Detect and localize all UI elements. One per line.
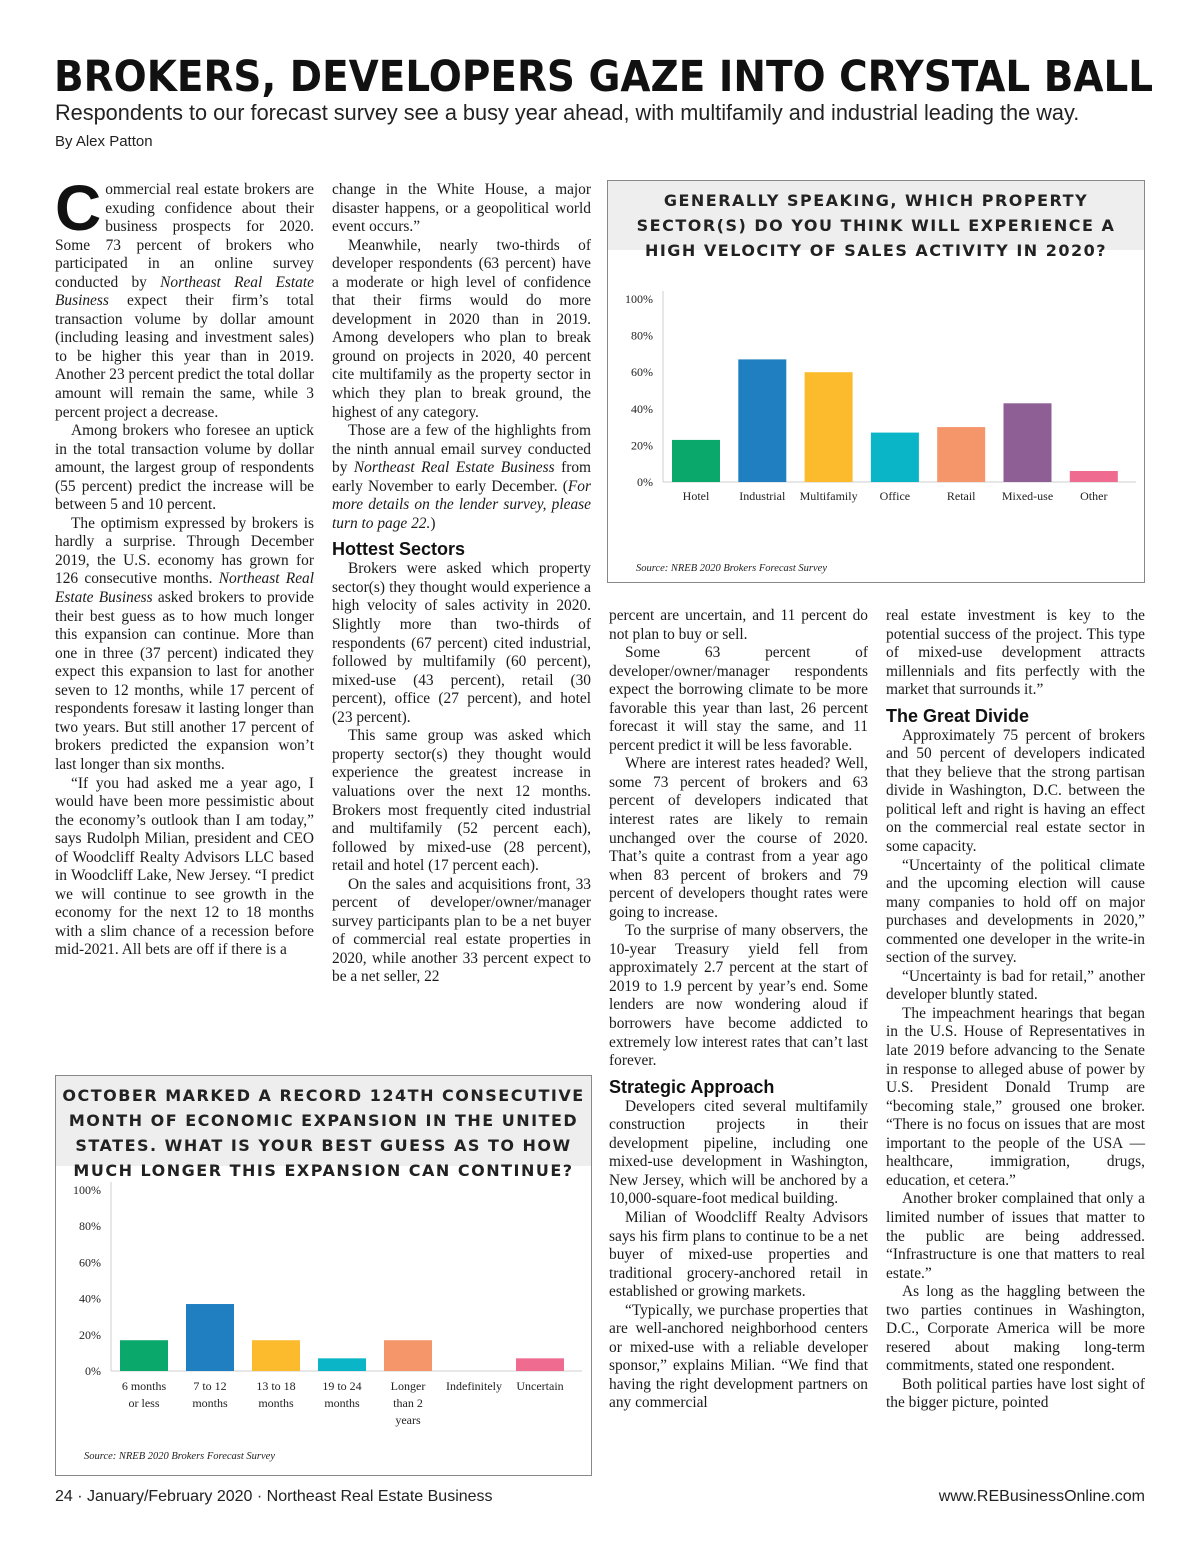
col2-paragraph-6: On the sales and acquisitions front, 33 percent of developer/owner/manager survey participants plan to be a net buyer of commercial real estate properties in 2020, while another 33 percent expect to be a net seller, 22 bbox=[332, 875, 591, 986]
col1-paragraph-3: The optimism expressed by brokers is hardly a surprise. Through December 2019, the U.S. economy has grown for 126 consecutive months. Northeast Real Estate Business asked brokers to provide their best guess as to how much longer this expansion can continue. More than one in three (37 percent) indicated they expect this expansion to last for another seven to 12 months, while 17 percent of respondents foresaw it lasting longer than two years. But still another 17 percent of brokers predicted the expansion won’t last longer than six months. bbox=[55, 514, 315, 773]
col4-paragraph-5: The impeachment hearings that began in the U.S. House of Representatives in late 2019 before advancing to the Senate in response to alleged abuse of power by U.S. President Donald Trump are “becoming stale,” groused one broker. “There is no focus on issues that are most important to the people of the USA — healthcare, immigration, drugs, education, et cetera.” bbox=[886, 1004, 1145, 1189]
col4-paragraph-8: Both political parties have lost sight of the bigger picture, pointed bbox=[886, 1375, 1145, 1412]
y-tick-label: 60% bbox=[631, 365, 653, 380]
bar bbox=[252, 1340, 300, 1371]
chart-property-sectors bbox=[607, 180, 1145, 583]
y-tick-label: 60% bbox=[79, 1255, 101, 1270]
col4-paragraph-2: Approximately 75 percent of brokers and 50 percent of developers indicated that they believe that the strong partisan divide in Washington, D.C. between the political left and right is having an effect on the commercial real estate sector in some capacity. bbox=[886, 726, 1145, 856]
y-tick-label: 20% bbox=[79, 1327, 101, 1342]
x-tick-label: months bbox=[192, 1396, 228, 1410]
chart-expansion-length bbox=[55, 1075, 592, 1476]
bar bbox=[672, 440, 720, 482]
chart-expansion-length-plot bbox=[56, 1076, 591, 1475]
bar bbox=[871, 433, 919, 482]
chart-property-sectors-plot bbox=[608, 181, 1144, 582]
y-tick-label: 80% bbox=[79, 1219, 101, 1234]
y-tick-label: 0% bbox=[637, 475, 653, 489]
col1-paragraph-2: Among brokers who foresee an uptick in the total transaction volume by dollar amount, the largest group of respondents (55 percent) predict the increase will be between 5 and 10 percent. bbox=[55, 422, 314, 514]
x-tick-label: months bbox=[258, 1396, 294, 1410]
chart-source: Source: NREB 2020 Brokers Forecast Survey bbox=[636, 563, 827, 574]
col2-paragraph-2: Meanwhile, nearly two-thirds of developer respondents (63 percent) have a moderate or high level of confidence that their firms would do more development in 2020 than in 2019. Among developers who plan to break ground on projects in 2020, 40 percent cite multifamily as the property sector in which they plan to break ground, the highest of any category. bbox=[332, 236, 591, 421]
x-tick-label: Mixed-use bbox=[1001, 489, 1054, 503]
column-3 bbox=[609, 607, 868, 1413]
col4-paragraph-4: “Uncertainty is bad for retail,” another developer bluntly stated. bbox=[886, 967, 1145, 1004]
col3-paragraph-4: To the surprise of many observers, the 10-year Treasury yield fell from approximately 2.7 percent at the start of 2019 to 1.9 percent by year’s end. Some lenders are now wondering aloud if borrowers have become addicted to extremely low interest rates that can’t last forever. bbox=[609, 922, 868, 1070]
x-tick-label: Indefinitely bbox=[446, 1379, 502, 1393]
x-tick-label: years bbox=[395, 1413, 421, 1427]
col2-paragraph-5: This same group was asked which property sector(s) they thought would experience the greatest increase in valuations over the next 12 months. Brokers most frequently cited industrial and multifamily (52 percent each), followed by mixed-use (28 percent), retail and hotel (17 percent each). bbox=[332, 727, 591, 875]
x-tick-label: Retail bbox=[946, 489, 976, 503]
byline: By Alex Patton bbox=[55, 133, 153, 150]
col3-paragraph-6: Milian of Woodcliff Realty Advisors says his firm plans to continue to be a net buyer of mixed-use properties and traditional grocery-anchored retail in established or growing markets. bbox=[609, 1208, 868, 1301]
col3-paragraph-2: Some 63 percent of developer/owner/manager respondents expect the borrowing climate to be more favorable this year than last, 26 percent forecast it will stay the same, and 11 percent predict it will be less favorable. bbox=[609, 644, 868, 754]
x-tick-label: Multifamily bbox=[799, 489, 858, 503]
bar bbox=[186, 1304, 234, 1371]
bar bbox=[516, 1358, 564, 1371]
bar bbox=[1004, 403, 1052, 482]
y-tick-label: 100% bbox=[73, 1183, 101, 1197]
col2-paragraph-1: change in the White House, a major disaster happens, or a geopolitical world event occurs.” bbox=[332, 181, 591, 236]
col2-paragraph-3: Those are a few of the highlights from the ninth annual email survey conducted by Northeast Real Estate Business from early November to early December. (For more details on the lender survey, please turn to page 22.) bbox=[332, 422, 592, 532]
x-tick-label: or less bbox=[128, 1396, 160, 1410]
y-tick-label: 0% bbox=[85, 1364, 101, 1378]
col1-paragraph-4: “If you had asked me a year ago, I would have been more pessimistic about the economy’s outlook than I am today,” says Rudolph Milian, president and CEO of Woodcliff Realty Advisors LLC based in Woodcliff Lake, New Jersey. “I predict we will continue to see growth in the economy for the next 12 to 18 months with a slim chance of a recession before mid-2021. All bets are off if there is a bbox=[55, 774, 314, 959]
x-tick-label: 19 to 24 bbox=[322, 1379, 362, 1393]
footer-url: www.REBusinessOnline.com bbox=[938, 1488, 1145, 1505]
x-tick-label: months bbox=[324, 1396, 360, 1410]
chart-expansion-length-title: OCTOBER MARKED A RECORD 124TH CONSECUTIVE MONTH OF ECONOMIC EXPANSION IN THE UNITED STATES. WHAT IS YOUR BEST GUESS AS TO HOW MUCH LONGER THIS EXPANSION CAN CONTINUE? bbox=[56, 1076, 591, 1166]
heading-strategic-approach: Strategic Approach bbox=[609, 1076, 775, 1097]
footer-left: 24 · January/February 2020 · Northeast Real Estate Business bbox=[55, 1488, 493, 1505]
bar bbox=[384, 1340, 432, 1371]
col3-paragraph-7: “Typically, we purchase properties that are well-anchored neighborhood centers or mixed-use with a reliable developer sponsor,” explains Milian. “We find that having the right development partners on any commercial bbox=[609, 1301, 868, 1412]
headline: BROKERS, DEVELOPERS GAZE INTO CRYSTAL BALL bbox=[54, 52, 1154, 102]
x-tick-label: Hotel bbox=[682, 489, 710, 503]
col3-paragraph-1: percent are uncertain, and 11 percent do not plan to buy or sell. bbox=[609, 607, 868, 643]
x-tick-label: Industrial bbox=[739, 489, 786, 503]
y-tick-label: 100% bbox=[625, 292, 653, 306]
col2-paragraph-4: Brokers were asked which property sector(s) they thought would experience a high velocity of sales activity in 2020. Slightly more than two-thirds of respondents (67 percent) cited industrial, followed by multifamily (60 percent), mixed-use (43 percent), retail (30 percent), office (27 percent), and hotel (23 percent). bbox=[332, 560, 591, 726]
bar bbox=[318, 1358, 366, 1371]
x-tick-label: 6 months bbox=[121, 1379, 167, 1393]
y-tick-label: 40% bbox=[631, 401, 653, 416]
bar bbox=[805, 372, 853, 482]
col1-paragraph-1: Commercial real estate brokers are exuding confidence about their business prospects for 2020. Some 73 percent of brokers who participated in an online survey conducted by Northeast Real Estate Business expect their firm’s total transaction volume by dollar amount (including leasing and investment sales) to be higher this year than in 2019. Another 23 percent predict the total dollar amount will remain the same, while 3 percent project a decrease. bbox=[55, 172, 314, 421]
heading-hottest-sectors: Hottest Sectors bbox=[332, 539, 466, 560]
col4-paragraph-3: “Uncertainty of the political climate and the upcoming election will cause many companies to hold off on major purchases and developments in 2020,” commented one developer in the write-in section of the survey. bbox=[886, 856, 1145, 967]
column-2 bbox=[332, 181, 591, 987]
y-tick-label: 80% bbox=[631, 328, 653, 343]
bar bbox=[1070, 471, 1118, 482]
col4-paragraph-6: Another broker complained that only a limited number of issues that matter to the public are being addressed. “Infrastructure is one that matters to real estate.” bbox=[886, 1190, 1145, 1282]
heading-great-divide: The Great Divide bbox=[886, 705, 1030, 726]
col3-paragraph-3: Where are interest rates headed? Well, some 73 percent of brokers and 63 percent of developers indicated that interest rates are likely to remain unchanged over the course of 2020. That’s quite a contrast from a year ago when 83 percent of brokers and 79 percent of developers thought rates were going to increase. bbox=[609, 755, 868, 921]
column-4 bbox=[886, 607, 1145, 1413]
chart-source: Source: NREB 2020 Brokers Forecast Survey bbox=[84, 1451, 275, 1462]
x-tick-label: than 2 bbox=[393, 1396, 423, 1410]
x-tick-label: Uncertain bbox=[516, 1379, 564, 1393]
x-tick-label: Other bbox=[1080, 489, 1108, 503]
y-tick-label: 40% bbox=[79, 1291, 101, 1306]
bar bbox=[937, 427, 985, 482]
x-tick-label: 7 to 12 bbox=[193, 1379, 227, 1393]
column-1 bbox=[55, 172, 315, 960]
col3-paragraph-5: Developers cited several multifamily construction projects in their development pipeline, including one mixed-use development in Washington, New Jersey, which will be anchored by a 10,000-square-foot medical building. bbox=[609, 1097, 868, 1208]
x-tick-label: 13 to 18 bbox=[256, 1379, 296, 1393]
bar bbox=[120, 1340, 168, 1371]
deck: Respondents to our forecast survey see a busy year ahead, with multifamily and industrial leading the way. bbox=[55, 100, 1080, 125]
col4-paragraph-1: real estate investment is key to the potential success of the project. This type of mixed-use development attracts millennials and fits perfectly with the market that surrounds it.” bbox=[886, 607, 1145, 699]
y-tick-label: 20% bbox=[631, 438, 653, 453]
col4-paragraph-7: As long as the haggling between the two parties continues in Washington, D.C., Corporate America will be more resered about making long-term commitments, stated one respondent. bbox=[886, 1283, 1145, 1375]
x-tick-label: Longer bbox=[390, 1379, 426, 1393]
chart-property-sectors-title: GENERALLY SPEAKING, WHICH PROPERTY SECTOR(S) DO YOU THINK WILL EXPERIENCE A HIGH VELOCITY OF SALES ACTIVITY IN 2020? bbox=[608, 181, 1144, 250]
bar bbox=[738, 359, 786, 482]
x-tick-label: Office bbox=[879, 489, 911, 503]
dropcap: C bbox=[55, 172, 102, 244]
